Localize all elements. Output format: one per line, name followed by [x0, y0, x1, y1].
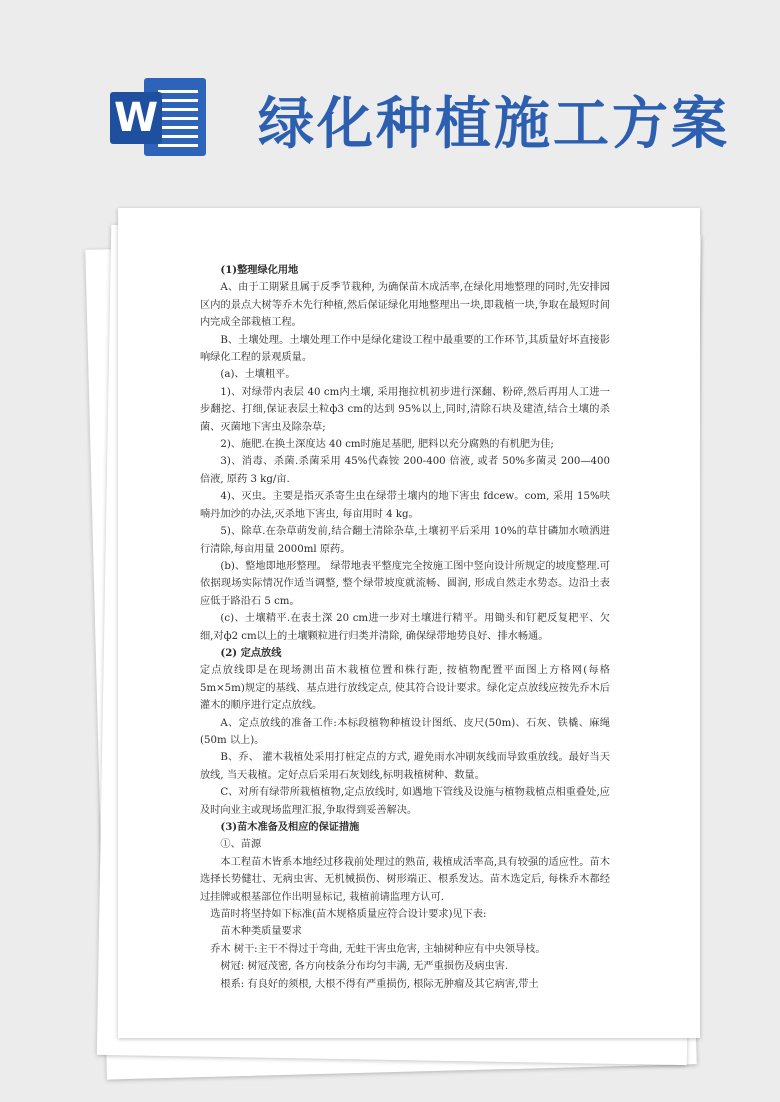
header — [0, 0, 780, 190]
word-logo-icon — [110, 78, 206, 156]
section-heading: (3)苗木准备及相应的保证措施 — [220, 821, 360, 833]
section-heading: (1)整理绿化用地 — [220, 264, 299, 276]
paragraph: B、乔、 灌木栽植处采用打桩定点的方式, 避免雨水冲刷灰线而导致重放线。最好当天放线, 当天栽植。定好点后采用石灰划线,标明栽植树种、数量。 — [200, 752, 610, 781]
paragraph: (a)、土壤粗平。 — [220, 369, 296, 381]
paragraph: 2)、施肥.在换土深度达 40 cm时施足基肥, 肥料以充分腐熟的有机肥为佳; — [220, 439, 554, 451]
paragraph: (c)、土壤精平.在表土深 20 cm进一步对土壤进行精平。用锄头和钉耙反复耙平、欠细,对ф2 cm以上的土壤颗粒进行归类并清除, 确保绿带地势良好、排水畅通。 — [200, 613, 610, 642]
word-letter-badge: W — [110, 92, 162, 144]
paragraph: A、由于工期紧且属于反季节栽种, 为确保苗木成活率,在绿化用地整理的同时,先安排园区内的景点大树等乔木先行种植,然后保证绿化用地整理出一块,即栽植一块,争取在最短时间内完成全部栽植工程。 — [200, 282, 610, 329]
page-title: 绿化种植施工方案 — [258, 92, 730, 157]
paragraph: 苗木种类质量要求 — [220, 926, 302, 938]
paragraph: 选苗时将坚持如下标准(苗木规格质量应符合设计要求)见下表: — [210, 909, 487, 921]
paragraph: 5)、除草.在杂草萌发前,结合翻土清除杂草,土壤初平后采用 10%的草甘磷加水喷洒进行清除,每亩用量 2000ml 原药。 — [200, 526, 610, 555]
paragraph: 根系: 有良好的须根, 大根不得有严重损伤, 根际无肿瘤及其它病害,带土 — [220, 978, 539, 990]
paragraph: 乔木 树干:主干不得过于弯曲, 无蛀干害虫危害, 主轴树种应有中央领导枝。 — [210, 943, 546, 955]
paragraph: (b)、整地即地形整理。 绿带地表平整度完全按施工图中竖向设计所规定的坡度整理.可依据现场实际情况作适当调整, 整个绿带坡度就流畅、圆润, 形成自然走水势态。边沿土表应低于路沿石 5 cm。 — [200, 560, 610, 607]
paragraph: 树冠: 树冠茂密, 各方向枝条分布均匀丰满, 无严重损伤及病虫害. — [220, 961, 509, 973]
paragraph: 本工程苗木皆系本地经过移栽前处理过的熟苗, 栽植成活率高,具有较强的适应性。苗木选择长势健壮、无病虫害、无机械损伤、树形端正、根系发达。苗木选定后, 每株乔木都经过挂牌或根基部位作出明显标记, 栽植前请监理方认可. — [200, 856, 610, 903]
paragraph: C、对所有绿带所栽植植物,定点放线时, 如遇地下管线及设施与植物栽植点相重叠处,应及时向业主或现场监理汇报,争取得到妥善解决。 — [200, 787, 610, 816]
paragraph: 4)、灭虫。主要是指灭杀寄生虫在绿带土壤内的地下害虫 fdcew。com, 采用 15%呋喃丹加沙的办法,灭杀地下害虫, 每亩用时 4 kg。 — [200, 491, 610, 520]
section-heading: (2) 定点放线 — [220, 646, 282, 659]
paragraph: 定点放线即是在现场测出苗木栽植位置和株行距, 按植物配置平面图上方格网(每格 5m×5m)规定的基线、基点进行放线定点, 使其符合设计要求。绿化定点放线应按先乔木后灌木的顺序进行定点放线。 — [200, 665, 610, 712]
paragraph: 3)、消毒、杀菌.杀菌采用 45%代森铵 200-400 倍液, 或者 50%多菌灵 200—400 倍液, 原药 3 kg/亩. — [200, 456, 610, 485]
paragraph: B、土壤处理。土壤处理工作中是绿化建设工程中最重要的工作环节,其质量好坏直接影响绿化工程的景观质量。 — [200, 334, 610, 364]
paragraph: A、定点放线的准备工作:本标段植物种植设计图纸、皮尺(50m)、石灰、铁橇、麻绳(50m 以上)。 — [200, 717, 610, 746]
paragraph: ①、苗源 — [220, 839, 262, 851]
paragraph: 1)、对绿带内表层 40 cm内土壤, 采用拖拉机初步进行深翻、粉碎,然后再用人工进一步翻挖、打细,保证表层土粒ф3 cm的达到 95%以上,同时,清除石块及建渣,结合土壤的杀菌、灭菌地下害虫及除杂草; — [200, 386, 610, 433]
document-body — [200, 262, 610, 993]
